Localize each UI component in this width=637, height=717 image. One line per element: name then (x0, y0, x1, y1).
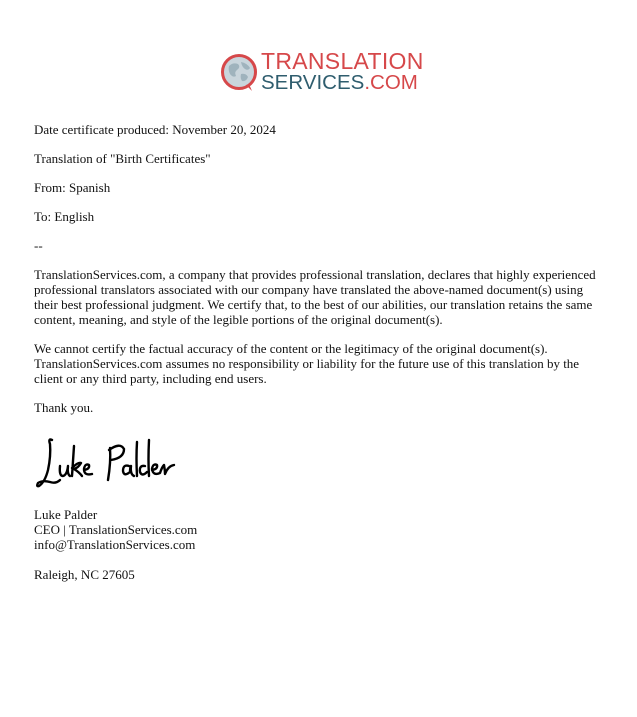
certification-paragraph: TranslationServices.com, a company that provides professional translation, declares that highly experienced professional translators associated with our company have translated the above-named document(s) using their best professional judgment. We certify that, to the best of our abilities, our translation retains the same content, meaning, and style of the legible portions of the original document(s). (34, 267, 596, 327)
certificate-body (34, 122, 609, 415)
signer-email: info@TranslationServices.com (34, 537, 196, 552)
closing-line: Thank you. (34, 400, 94, 415)
logo-services-text: SERVICES (261, 71, 365, 94)
source-language-line: From: Spanish (34, 180, 111, 195)
company-logo (219, 50, 423, 94)
translation-title-line: Translation of "Birth Certificates" (34, 151, 211, 166)
logo-wordmark-line2 (261, 73, 424, 94)
logo-dotcom-text: .COM (364, 71, 418, 94)
signer-name: Luke Palder (34, 507, 98, 522)
date-line: Date certificate produced: November 20, 2024 (34, 122, 276, 137)
target-language-line: To: English (34, 209, 95, 224)
logo-wordmark-line1: TRANSLATION (261, 48, 424, 74)
globe-speech-bubble-icon (219, 52, 259, 92)
handwritten-signature (34, 432, 179, 492)
company-address: Raleigh, NC 27605 (34, 567, 135, 582)
signer-title: CEO | TranslationServices.com (34, 522, 198, 537)
separator-line: -- (34, 238, 43, 253)
signature-block (34, 507, 197, 552)
disclaimer-paragraph: We cannot certify the factual accuracy of the content or the legitimacy of the original document(s). TranslationServices.com assumes no responsibility or liability for the future use of this translation by the client or any third party, including end users. (34, 341, 580, 386)
